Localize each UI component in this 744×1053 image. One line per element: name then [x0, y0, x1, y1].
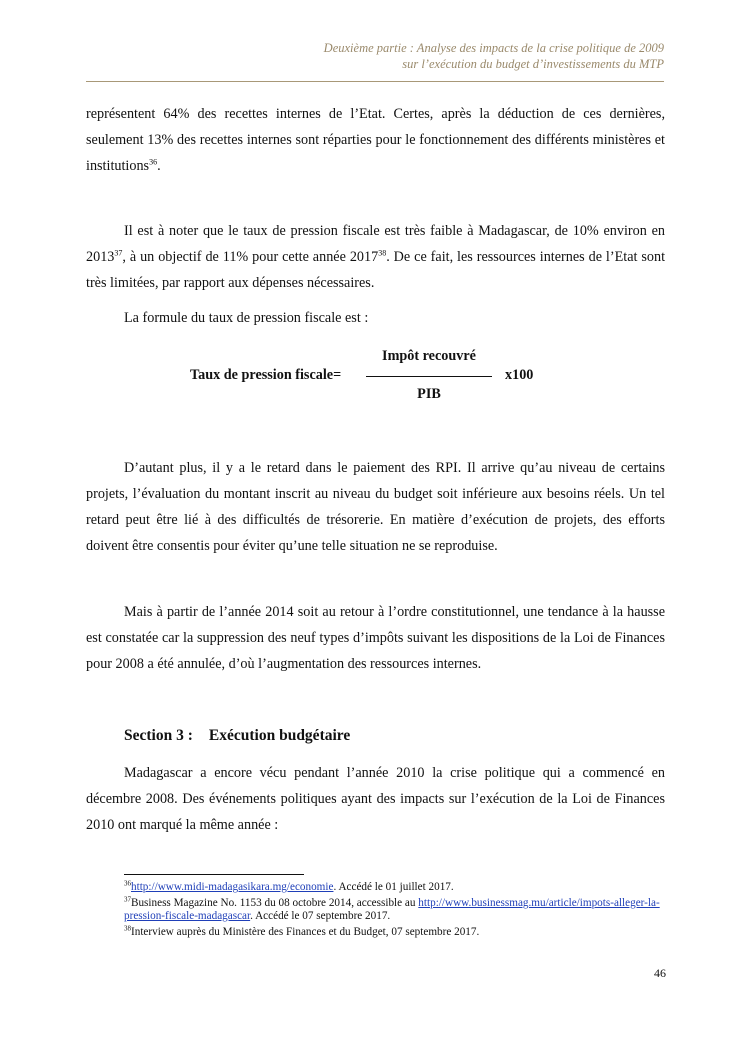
formula-label: Taux de pression fiscale= — [190, 367, 342, 383]
fraction-bar — [366, 376, 492, 377]
paragraph-2 — [86, 218, 665, 296]
footnote-number: 36 — [124, 879, 131, 888]
paragraph-5 — [86, 599, 665, 677]
paragraph-2-part-a: Il est à noter que le taux de pression fiscale est très faible à Madagascar, de 10% environ en 2013 — [86, 223, 665, 265]
header-rule — [86, 81, 664, 82]
footnote-ref-36[interactable]: 36 — [149, 157, 158, 167]
footnote-36 — [124, 881, 666, 894]
paragraph-1 — [86, 101, 665, 179]
paragraph-1-end: . — [157, 158, 161, 174]
footnotes — [124, 881, 666, 942]
page-number: 46 — [654, 966, 666, 980]
paragraph-2-part-b: , à un objectif de 11% pour cette année 2017 — [122, 249, 379, 265]
paragraph-4 — [86, 455, 665, 559]
footnote-text: . Accédé le 01 juillet 2017. — [333, 881, 454, 893]
paragraph-3 — [86, 305, 665, 331]
section-heading — [124, 727, 350, 745]
footnote-link[interactable]: http://www.businessmag.mu/article/impots-alleger-la-pression-fiscale-madagascar — [124, 897, 660, 922]
footnote-number: 37 — [124, 895, 131, 904]
formula-multiplier: x100 — [505, 367, 534, 383]
footnote-38 — [124, 926, 666, 939]
section-title: Exécution budgétaire — [208, 727, 351, 744]
header-line-1: Deuxième partie : Analyse des impacts de la crise politique de 2009 — [323, 41, 664, 55]
paragraph-2-part-c: . De ce fait, les ressources internes de l’Etat sont très limitées, par rapport aux dépenses nécessaires. — [86, 249, 666, 291]
header-line-2: sur l’exécution du budget d’investissements du MTP — [402, 57, 664, 71]
paragraph-1-text: représentent 64% des recettes internes de l’Etat. Certes, après la déduction de ces dernières, seulement 13% des recettes internes sont réparties pour le fonctionnement des différents ministères et institutions — [86, 106, 665, 174]
footnote-ref-37[interactable]: 37 — [114, 248, 123, 258]
footnote-ref-38[interactable]: 38 — [378, 248, 387, 258]
footnote-pre-text: Business Magazine No. 1153 du 08 octobre 2014, accessible au — [131, 897, 419, 909]
tax-pressure-formula — [0, 345, 744, 409]
formula-denominator: PIB — [417, 386, 441, 402]
footnote-37 — [124, 897, 666, 923]
footnote-separator — [124, 874, 304, 875]
running-header — [164, 40, 664, 72]
section-number: Section 3 : — [124, 727, 193, 744]
footnote-number: 38 — [124, 924, 131, 933]
formula-numerator: Impôt recouvré — [382, 348, 476, 364]
paragraph-3-text: La formule du taux de pression fiscale est : — [124, 310, 369, 326]
footnote-link[interactable]: http://www.midi-madagasikara.mg/economie — [131, 881, 334, 893]
paragraph-5-text: Mais à partir de l’année 2014 soit au retour à l’ordre constitutionnel, une tendance à la hausse est constatée car la suppression des neuf types d’impôts suivant les dispositions de la Loi de Finances pour 2008 a été annulée, d’où l’augmentation des ressources internes. — [86, 604, 665, 672]
paragraph-6 — [86, 760, 665, 838]
paragraph-4-text: D’autant plus, il y a le retard dans le paiement des RPI. Il arrive qu’au niveau de certains projets, l’évaluation du montant inscrit au niveau du budget soit inférieure aux besoins réels. Un tel retard peut être lié à des difficultés de trésorerie. En matière d’exécution de projets, des efforts doivent être consentis pour éviter qu’une telle situation ne se reproduise. — [86, 460, 665, 554]
paragraph-6-text: Madagascar a encore vécu pendant l’année 2010 la crise politique qui a commencé en décembre 2008. Des événements politiques ayant des impacts sur l’exécution de la Loi de Finances 2010 ont marqué la même année : — [86, 765, 665, 833]
footnote-text: Interview auprès du Ministère des Finances et du Budget, 07 septembre 2017. — [131, 926, 480, 938]
footnote-text: . Accédé le 07 septembre 2017. — [250, 910, 391, 922]
